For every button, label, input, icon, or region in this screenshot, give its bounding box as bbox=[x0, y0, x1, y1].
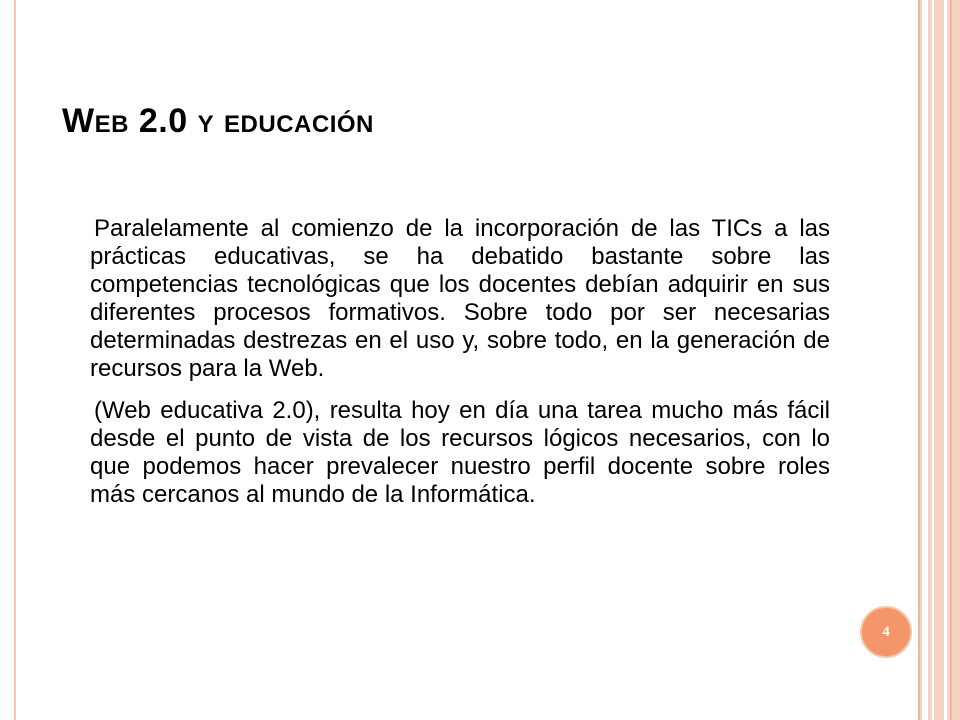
body-paragraph-1: Paralelamente al comienzo de la incorporación de las TICs a las prácticas educativas, se ha debatido bastante sobre las competencias tecnológicas que los docentes debían adquirir en sus diferentes procesos formativos. Sobre todo por ser necesarias determinadas destrezas en el uso y, sobre todo, en la generación de recursos para la Web. bbox=[90, 215, 830, 382]
stripe bbox=[944, 0, 947, 720]
right-decorative-stripes bbox=[918, 0, 960, 720]
stripe bbox=[922, 0, 928, 720]
stripe bbox=[918, 0, 920, 720]
page-number-badge bbox=[860, 606, 912, 658]
left-decorative-rule bbox=[14, 0, 16, 720]
slide-title: Web 2.0 y educación bbox=[62, 102, 374, 140]
page-number: 4 bbox=[882, 623, 890, 640]
stripe bbox=[932, 0, 934, 720]
stripe bbox=[950, 0, 952, 720]
body-paragraph-2: (Web educativa 2.0), resulta hoy en día una tarea mucho más fácil desde el punto de vista de los recursos lógicos necesarios, con lo que podemos hacer prevalecer nuestro perfil docente sobre roles más cercanos al mundo de la Informática. bbox=[90, 397, 830, 508]
slide-body bbox=[90, 215, 830, 523]
